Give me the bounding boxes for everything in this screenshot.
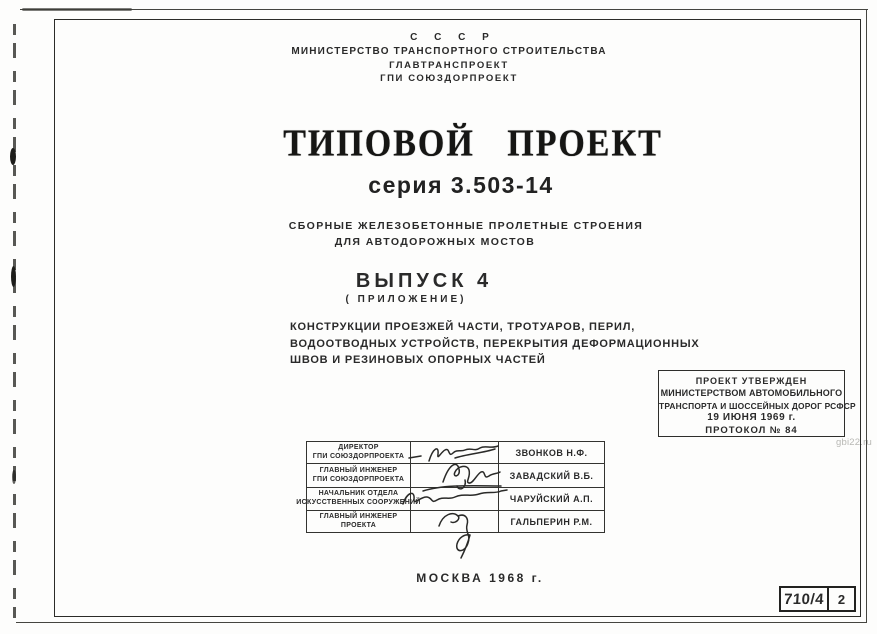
position-line: ПРОЕКТА <box>340 521 377 529</box>
stamp-code: 710/4 <box>783 590 825 608</box>
signature-cell <box>411 464 499 488</box>
contents-line-1: КОНСТРУКЦИИ ПРОЕЗЖЕЙ ЧАСТИ, ТРОТУАРОВ, ПЕРИЛ, <box>290 321 636 333</box>
approval-box <box>658 370 856 437</box>
position-line: ГПИ СОЮЗДОРПРОЕКТА <box>312 475 405 483</box>
position-line: ДИРЕКТОР <box>338 443 379 451</box>
binding-mark <box>11 266 16 287</box>
approval-date: 19 ИЮНЯ 1969 г. <box>707 412 796 424</box>
signature-cell <box>411 488 499 511</box>
signature-table <box>296 441 605 533</box>
approval-protocol: ПРОТОКОЛ № 84 <box>705 424 798 436</box>
position-line: ГПИ СОЮЗДОРПРОЕКТА <box>312 452 405 460</box>
subject-line-1: СБОРНЫЕ ЖЕЛЕЗОБЕТОННЫЕ ПРОЛЕТНЫЕ СТРОЕНИЯ <box>288 220 644 232</box>
name-cell: ЗАВАДСКИЙ В.Б. <box>499 464 604 488</box>
subject-line-2: ДЛЯ АВТОДОРОЖНЫХ МОСТОВ <box>334 236 536 248</box>
contents-description <box>290 319 700 369</box>
approval-line-3: ТРАНСПОРТА И ШОССЕЙНЫХ ДОРОГ РСФСР <box>659 400 856 411</box>
issue-label: ВЫПУСК 4 <box>355 270 493 292</box>
position-cell <box>296 488 421 511</box>
site-watermark: gbi22.ru <box>836 437 872 448</box>
name-cell: ГАЛЬПЕРИН Р.М. <box>510 516 593 527</box>
outer-border-right <box>866 9 867 623</box>
binding-mark <box>10 148 16 165</box>
signature-cell <box>411 511 499 532</box>
signature-cell <box>411 442 499 464</box>
binding-mark <box>12 470 16 484</box>
stamp-sheet-number: 2 <box>827 588 854 610</box>
country-label: С С С Р <box>410 32 496 43</box>
position-cell <box>307 464 411 488</box>
glavk-label: ГЛАВТРАНСПРОЕКТ <box>389 60 509 71</box>
outer-border-left-dashed <box>13 24 16 618</box>
name-cell: ЗВОНКОВ Н.Ф. <box>499 442 604 464</box>
contents-line-3: ШВОВ И РЕЗИНОВЫХ ОПОРНЫХ ЧАСТЕЙ <box>290 354 546 366</box>
scan-smudge <box>22 8 132 11</box>
series-number: серия 3.503-14 <box>368 172 554 198</box>
outer-border-top <box>20 9 868 10</box>
city-year-label: МОСКВА 1968 г. <box>416 571 544 585</box>
name-cell: ЧАРУЙСКИЙ А.П. <box>499 488 604 511</box>
contents-line-2: ВОДООТВОДНЫХ УСТРОЙСТВ, ПЕРЕКРЫТИЯ ДЕФОРМАЦИОННЫХ <box>290 337 700 350</box>
issue-note: ( ПРИЛОЖЕНИЕ) <box>345 294 467 305</box>
approval-line-2: МИНИСТЕРСТВОМ АВТОМОБИЛЬНОГО <box>660 388 843 399</box>
position-line: НАЧАЛЬНИК ОТДЕЛА <box>318 490 399 498</box>
outer-border-bottom <box>16 622 867 623</box>
position-cell <box>307 511 411 532</box>
position-cell <box>307 442 411 464</box>
position-line: ИСКУССТВЕННЫХ СООРУЖЕНИЙ <box>296 499 421 506</box>
document-title: ТИПОВОЙ ПРОЕКТ <box>283 122 663 165</box>
institute-label: ГПИ СОЮЗДОРПРОЕКТ <box>380 73 518 84</box>
position-line: ГЛАВНЫЙ ИНЖЕНЕР <box>319 512 398 520</box>
document-number-stamp <box>779 586 856 612</box>
ministry-label: МИНИСТЕРСТВО ТРАНСПОРТНОГО СТРОИТЕЛЬСТВА <box>291 46 607 57</box>
approval-line-1: ПРОЕКТ УТВЕРЖДЕН <box>695 376 808 386</box>
position-line: ГЛАВНЫЙ ИНЖЕНЕР <box>319 466 398 474</box>
